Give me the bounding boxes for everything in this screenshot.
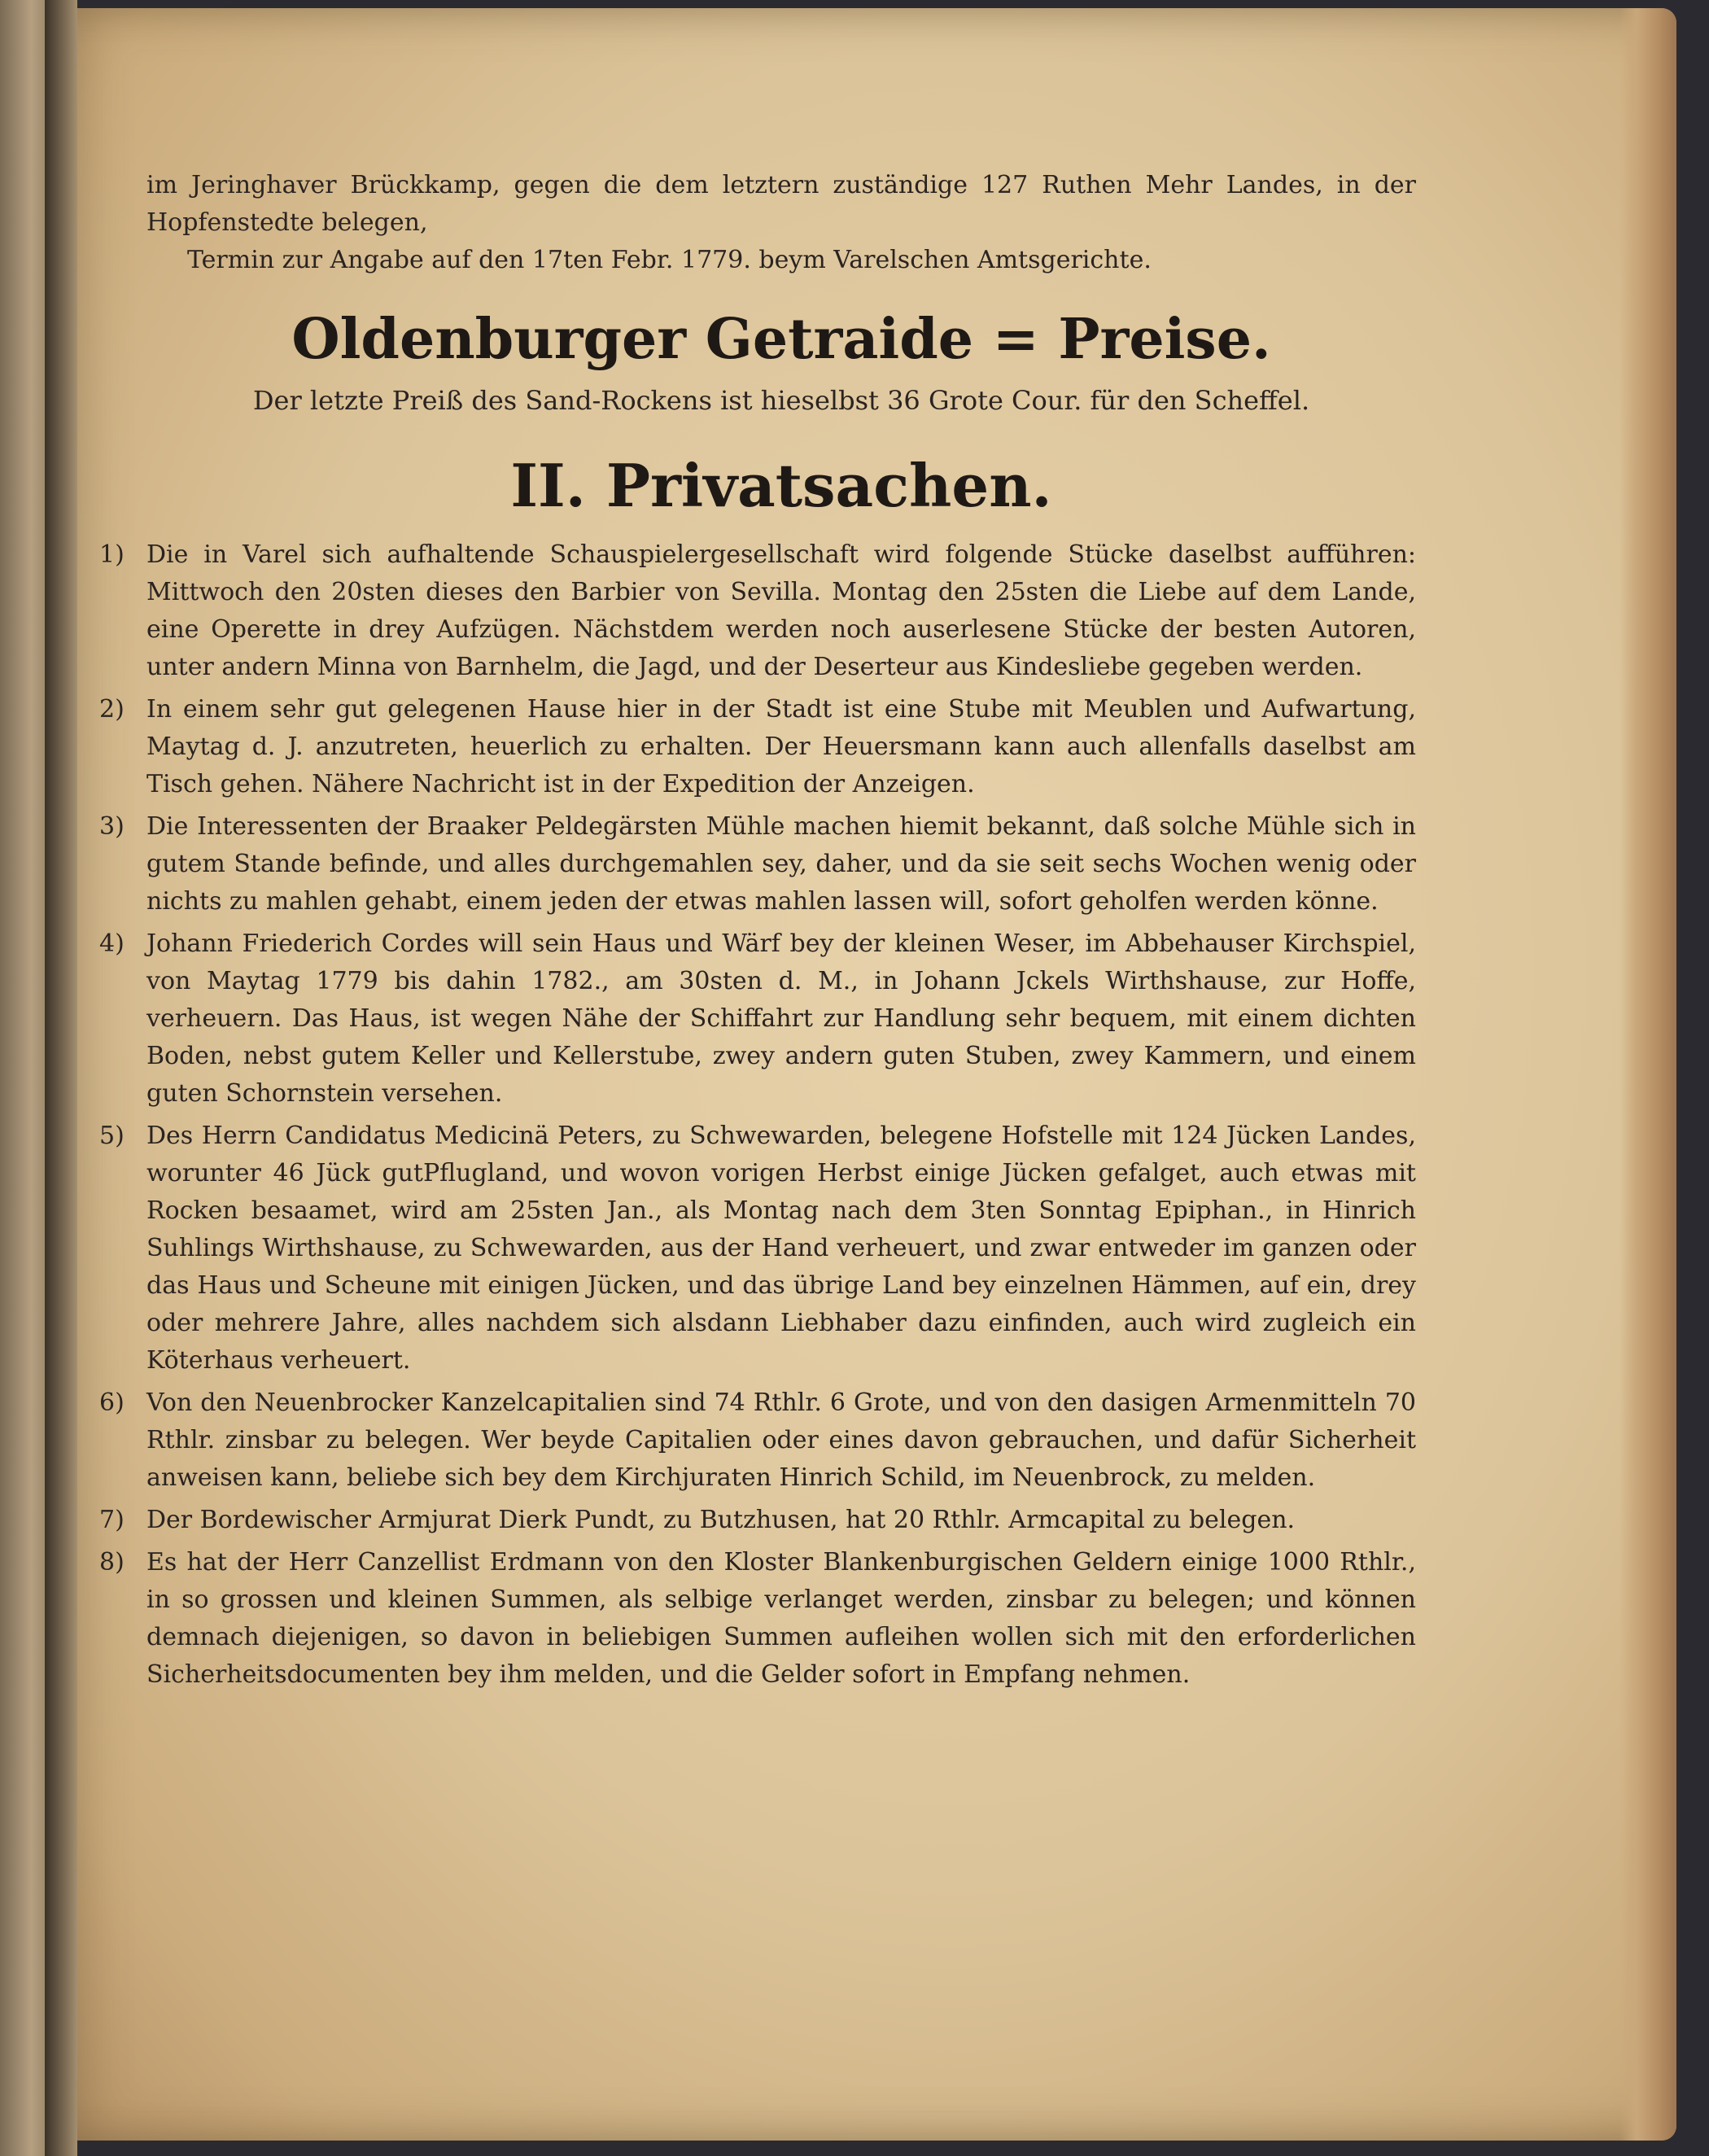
- list-item: [99, 1502, 1416, 1539]
- list-item: [99, 925, 1416, 1113]
- item-text: Die Interessenten der Braaker Peldegärsten Mühle machen hiemit bekannt, daß solche Mühle sich in gutem Stande befinde, und alles durchgemahlen sey, daher, und da sie seit sechs Wochen wenig oder nichts zu mahlen gehabt, einem jeden der etwas mahlen lassen will, sofort geholfen werden könne.: [146, 812, 1416, 916]
- grain-prices-heading: Oldenburger Getraide = Preise.: [291, 307, 1271, 372]
- list-item: [99, 1384, 1416, 1497]
- item-text: Der Bordewischer Armjurat Dierk Pundt, zu Butzhusen, hat 20 Rthlr. Armcapital zu belegen.: [146, 1506, 1296, 1534]
- page-fore-edge: [1619, 8, 1676, 2141]
- grain-price-line: Der letzte Preiß des Sand-Rockens ist hieselbst 36 Grote Cour. für den Scheffel.: [252, 385, 1310, 416]
- intro-paragraph: im Jeringhaver Brückkamp, gegen die dem letztern zuständige 127 Ruthen Mehr Landes, in der Hopfenstedte belegen,: [146, 171, 1416, 237]
- item-text: Von den Neuenbrocker Kanzelcapitalien sind 74 Rthlr. 6 Grote, und von den dasigen Armenmitteln 70 Rthlr. zinsbar zu belegen. Wer beyde Capitalien oder eines davon gebrauchen, und dafür Sicherheit anweisen kann, beliebe sich bey dem Kirchjuraten Hinrich Schild, im Neuenbrock, zu melden.: [146, 1388, 1416, 1492]
- list-item: [99, 536, 1416, 686]
- item-text: Die in Varel sich aufhaltende Schauspielergesellschaft wird folgende Stücke daselbst aufführen: Mittwoch den 20sten dieses den Barbier von Sevilla. Montag den 25sten die Liebe auf dem Lande, eine Operette in drey Aufzügen. Nächstdem werden noch auserlesene Stücke der besten Autoren, unter andern Minna von Barnhelm, die Jagd, und der Deserteur aus Kindesliebe gegeben werden.: [146, 540, 1416, 681]
- item-number: 1): [99, 540, 125, 569]
- list-item: [99, 1544, 1416, 1694]
- item-number: 5): [99, 1122, 125, 1150]
- list-item: [99, 691, 1416, 803]
- private-section-heading: II. Privatsachen.: [510, 451, 1052, 520]
- item-text: Johann Friederich Cordes will sein Haus und Wärf bey der kleinen Weser, im Abbehauser Kirchspiel, von Maytag 1779 bis dahin 1782., am 30sten d. M., in Johann Jckels Wirthshause, zur Hoffe, verheuern. Das Haus, ist wegen Nähe der Schiffahrt zur Handlung sehr bequem, mit einem dichten Boden, nebst gutem Keller und Kellerstube, zwey andern guten Stuben, zwey Kammern, und einem guten Schornstein versehen.: [146, 929, 1416, 1108]
- book-gutter: [45, 0, 77, 2156]
- list-item: [99, 808, 1416, 921]
- item-number: 8): [99, 1548, 125, 1577]
- item-text: Des Herrn Candidatus Medicinä Peters, zu Schwewarden, belegene Hofstelle mit 124 Jücken Landes, worunter 46 Jück gutPflugland, und wovon vorigen Herbst einige Jücken gefalget, auch etwas mit Rocken besaamet, wird am 25sten Jan., als Montag nach dem 3ten Sonntag Epiphan., in Hinrich Suhlings Wirthshause, zu Schwewarden, aus der Hand verheuert, und zwar entweder im ganzen oder das Haus und Scheune mit einigen Jücken, und das übrige Land bey einzelnen Hämmen, auf ein, drey oder mehrere Jahre, alles nachdem sich alsdann Liebhaber dazu einfinden, auch wird zugleich ein Köterhaus verheuert.: [146, 1122, 1416, 1375]
- item-number: 2): [99, 695, 125, 724]
- list-item: [99, 1117, 1416, 1380]
- item-text: Es hat der Herr Canzellist Erdmann von den Kloster Blankenburgischen Geldern einige 1000 Rthlr., in so grossen und kleinen Summen, als selbige verlanget werden, zinsbar zu belegen; und können demnach diejenigen, so davon in beliebigen Summen aufleihen wollen sich mit den erforderlichen Sicherheitsdocumenten bey ihm melden, und die Gelder sofort in Empfang nehmen.: [146, 1548, 1416, 1689]
- page-content: [99, 167, 1416, 1699]
- item-number: 4): [99, 929, 125, 958]
- intro-termin: Termin zur Angabe auf den 17ten Febr. 1779. beym Varelschen Amtsgerichte.: [187, 246, 1152, 274]
- item-number: 6): [99, 1388, 125, 1417]
- item-number: 7): [99, 1506, 125, 1534]
- item-number: 3): [99, 812, 125, 841]
- item-text: In einem sehr gut gelegenen Hause hier in der Stadt ist eine Stube mit Meublen und Aufwartung, Maytag d. J. anzutreten, heuerlich zu erhalten. Der Heuersmann kann auch allenfalls daselbst am Tisch gehen. Nähere Nachricht ist in der Expedition der Anzeigen.: [146, 695, 1416, 798]
